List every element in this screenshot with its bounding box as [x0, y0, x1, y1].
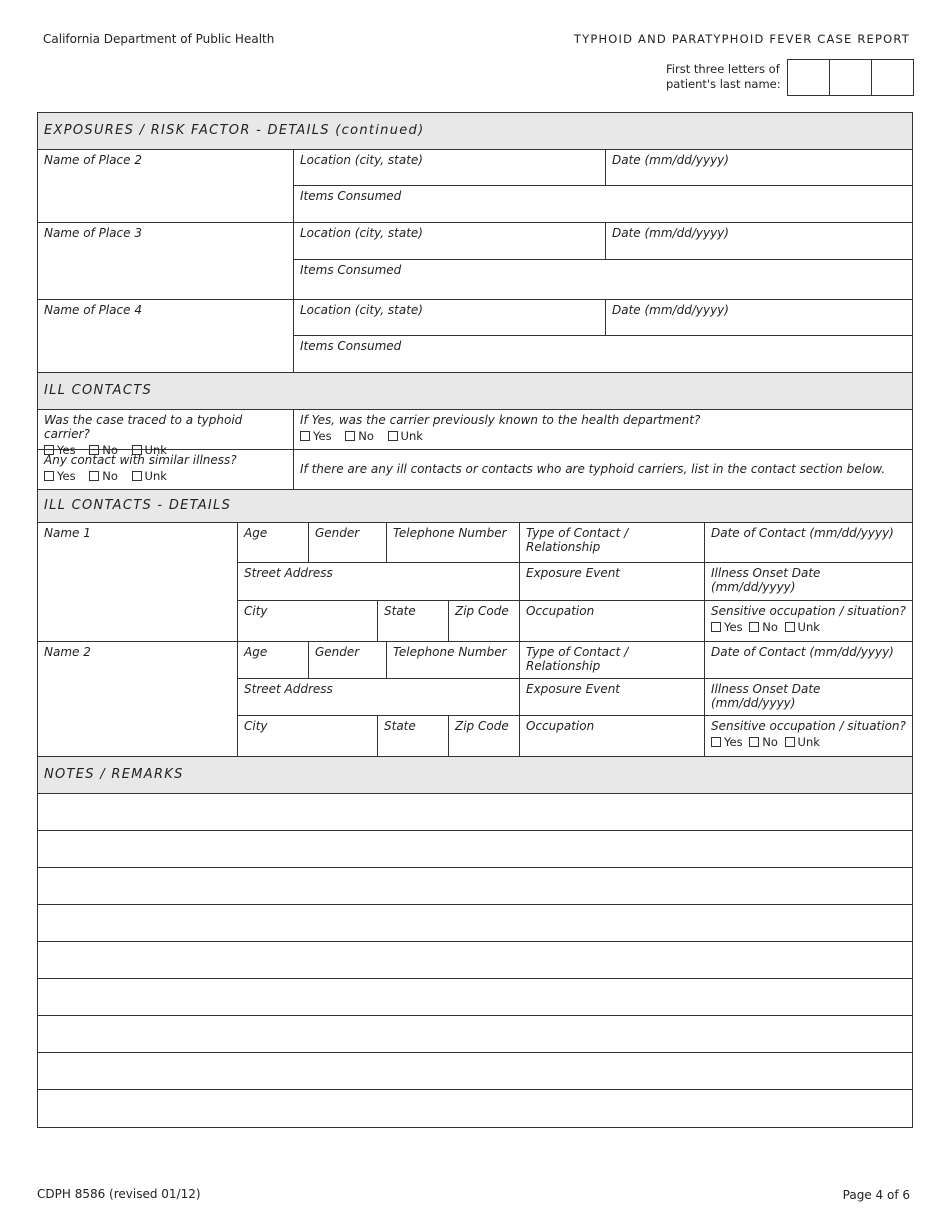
contact-2-sensitive-yes[interactable]: Yes [711, 735, 743, 749]
contact-2-exposure-field[interactable]: Exposure Event [520, 679, 705, 715]
contact-2-zip-field[interactable]: Zip Code [449, 716, 520, 756]
similar-no-checkbox[interactable]: No [89, 469, 118, 483]
notes-line[interactable] [38, 794, 912, 831]
report-title: TYPHOID AND PARATYPHOID FEVER CASE REPORT [573, 32, 910, 46]
similar-illness-question: Any contact with similar illness? Yes No Unk [38, 450, 294, 489]
page-number: Page 4 of 6 [842, 1188, 910, 1202]
department-name: California Department of Public Health [43, 32, 275, 46]
contact-2-street-field[interactable]: Street Address [238, 679, 520, 715]
known-yes-checkbox[interactable]: Yes [300, 429, 332, 443]
notes-line[interactable] [38, 1090, 912, 1127]
form-id: CDPH 8586 (revised 01/12) [37, 1187, 201, 1201]
contact-1-sensitive-question: Sensitive occupation / situation? Yes No Unk [711, 604, 906, 634]
last-name-letters-input[interactable] [787, 59, 914, 96]
contact-2-onset-field[interactable]: Illness Onset Date (mm/dd/yyyy) [711, 682, 821, 710]
contact-2-sensitive-unk[interactable]: Unk [785, 735, 820, 749]
carrier-known-question: If Yes, was the carrier previously known to the health department? Yes No Unk [300, 413, 701, 443]
place-4-location-field[interactable]: Location (city, state) [294, 300, 606, 335]
case-report-form [37, 112, 913, 1128]
contact-2-occupation-field[interactable]: Occupation [520, 716, 705, 756]
contact-2-age-field[interactable]: Age [238, 642, 309, 678]
contact-1-sensitive-no[interactable]: No [749, 620, 778, 634]
contact-2-type-field[interactable]: Type of Contact / Relationship [520, 642, 705, 678]
place-3-row [38, 223, 912, 300]
place-2-location-field[interactable]: Location (city, state) [294, 150, 606, 185]
contact-1-age-field[interactable]: Age [238, 523, 309, 562]
details-section-header: ILL CONTACTS - DETAILS [38, 490, 912, 523]
contact-1-onset-field[interactable]: Illness Onset Date (mm/dd/yyyy) [711, 566, 821, 594]
contact-2-gender-field[interactable]: Gender [309, 642, 387, 678]
contact-1-exposure-field[interactable]: Exposure Event [520, 563, 705, 600]
letter-box-2[interactable] [829, 60, 871, 95]
known-unk-checkbox[interactable]: Unk [388, 429, 423, 443]
contact-1-state-field[interactable]: State [378, 601, 449, 641]
contact-1-city-field[interactable]: City [238, 601, 378, 641]
similar-unk-checkbox[interactable]: Unk [132, 469, 167, 483]
place-4-date-field[interactable]: Date (mm/dd/yyyy) [612, 303, 729, 317]
contact-1-name-field[interactable]: Name 1 [38, 523, 238, 641]
notes-line[interactable] [38, 979, 912, 1016]
similar-illness-row [38, 450, 912, 490]
place-2-date-field[interactable]: Date (mm/dd/yyyy) [612, 153, 729, 167]
last-name-letters-label: First three letters of patient's last name: [666, 62, 781, 91]
letter-box-3[interactable] [871, 60, 913, 95]
contact-1-block [38, 523, 912, 642]
notes-section-header: NOTES / REMARKS [38, 757, 912, 794]
notes-line[interactable] [38, 831, 912, 868]
carrier-traced-row [38, 410, 912, 457]
contact-1-sensitive-yes[interactable]: Yes [711, 620, 743, 634]
contact-2-city-field[interactable]: City [238, 716, 378, 756]
contact-2-block [38, 642, 912, 757]
place-2-name-field[interactable]: Name of Place 2 [38, 150, 294, 222]
notes-line[interactable] [38, 868, 912, 905]
place-4-row [38, 300, 912, 373]
notes-line[interactable] [38, 1053, 912, 1090]
contact-1-type-field[interactable]: Type of Contact / Relationship [520, 523, 705, 562]
traced-yes-checkbox[interactable]: Yes [44, 443, 76, 457]
contact-2-phone-field[interactable]: Telephone Number [387, 642, 520, 678]
place-3-name-field[interactable]: Name of Place 3 [38, 223, 294, 299]
place-4-items-field[interactable]: Items Consumed [300, 339, 402, 353]
contact-1-occupation-field[interactable]: Occupation [520, 601, 705, 641]
place-4-name-field[interactable]: Name of Place 4 [38, 300, 294, 372]
notes-line[interactable] [38, 905, 912, 942]
similar-yes-checkbox[interactable]: Yes [44, 469, 76, 483]
traced-no-checkbox[interactable]: No [89, 443, 118, 457]
contact-2-date-field[interactable]: Date of Contact (mm/dd/yyyy) [711, 645, 894, 659]
contact-1-street-field[interactable]: Street Address [238, 563, 520, 600]
ill-contacts-section-header: ILL CONTACTS [38, 373, 912, 410]
contact-2-sensitive-question: Sensitive occupation / situation? Yes No Unk [711, 719, 906, 749]
carrier-traced-question: Was the case traced to a typhoid carrier? Yes No Unk [38, 410, 294, 449]
contact-1-zip-field[interactable]: Zip Code [449, 601, 520, 641]
place-3-date-field[interactable]: Date (mm/dd/yyyy) [612, 226, 729, 240]
notes-area[interactable] [38, 794, 912, 1127]
contact-2-sensitive-no[interactable]: No [749, 735, 778, 749]
contacts-instruction: If there are any ill contacts or contacts who are typhoid carriers, list in the contact section below. [300, 462, 886, 476]
known-no-checkbox[interactable]: No [345, 429, 374, 443]
traced-unk-checkbox[interactable]: Unk [132, 443, 167, 457]
contact-1-date-field[interactable]: Date of Contact (mm/dd/yyyy) [711, 526, 894, 540]
place-2-row [38, 150, 912, 223]
place-3-items-field[interactable]: Items Consumed [300, 263, 402, 277]
contact-2-name-field[interactable]: Name 2 [38, 642, 238, 756]
contact-1-gender-field[interactable]: Gender [309, 523, 387, 562]
letter-box-1[interactable] [788, 60, 829, 95]
contact-1-sensitive-unk[interactable]: Unk [785, 620, 820, 634]
notes-line[interactable] [38, 942, 912, 979]
place-3-location-field[interactable]: Location (city, state) [294, 223, 606, 259]
contact-2-state-field[interactable]: State [378, 716, 449, 756]
contact-1-phone-field[interactable]: Telephone Number [387, 523, 520, 562]
place-2-items-field[interactable]: Items Consumed [300, 189, 402, 203]
exposures-section-header: EXPOSURES / RISK FACTOR - DETAILS (continued) [38, 113, 912, 150]
notes-line[interactable] [38, 1016, 912, 1053]
